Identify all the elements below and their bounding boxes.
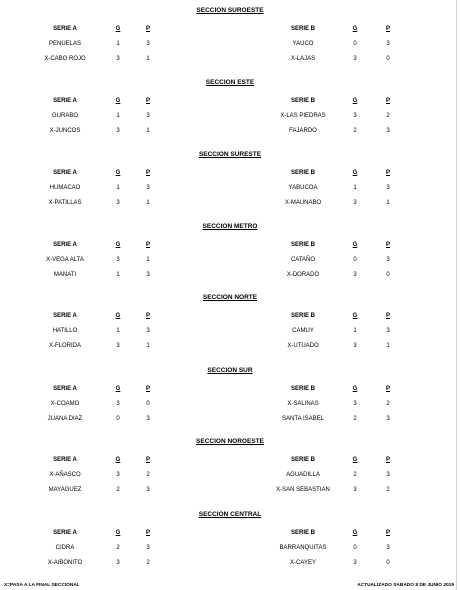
team-g-a: 1 bbox=[116, 113, 120, 119]
section-block bbox=[0, 150, 460, 220]
section-block bbox=[0, 222, 460, 292]
team-g-a: 1 bbox=[116, 328, 120, 334]
team-g-b: 2 bbox=[353, 416, 357, 422]
g-header-a: G bbox=[115, 170, 121, 176]
g-header-a: G bbox=[115, 313, 121, 319]
team-g-b: 3 bbox=[353, 560, 357, 566]
team-name-b: X-LAJAS bbox=[290, 56, 316, 62]
serie-a-header: SERIE A bbox=[53, 26, 77, 32]
team-name-b: YABUCOA bbox=[288, 185, 318, 191]
g-header-b: G bbox=[352, 386, 358, 392]
team-name-b: X-LAS PIEDRAS bbox=[280, 113, 326, 119]
team-g-b: 0 bbox=[353, 257, 357, 263]
team-name-b: CAMUY bbox=[292, 328, 314, 334]
serie-a-header: SERIE A bbox=[53, 170, 77, 176]
team-g-a: 3 bbox=[116, 401, 120, 407]
team-p-b: 3 bbox=[386, 416, 390, 422]
section-block bbox=[0, 437, 460, 507]
serie-b-header: SERIE B bbox=[290, 26, 315, 32]
team-p-a: 3 bbox=[146, 416, 150, 422]
serie-a-header: SERIE A bbox=[53, 530, 77, 536]
p-header-a: P bbox=[145, 457, 150, 463]
g-header-b: G bbox=[352, 530, 358, 536]
section-block bbox=[0, 6, 460, 76]
p-header-b: P bbox=[385, 170, 390, 176]
serie-b-header: SERIE B bbox=[290, 457, 315, 463]
team-g-b: 3 bbox=[353, 56, 357, 62]
team-p-a: 3 bbox=[146, 272, 150, 278]
serie-a-header: SERIE A bbox=[53, 98, 77, 104]
p-header-a: P bbox=[145, 313, 150, 319]
g-header-a: G bbox=[115, 386, 121, 392]
team-g-a: 1 bbox=[116, 185, 120, 191]
team-g-a: 0 bbox=[116, 416, 120, 422]
p-header-a: P bbox=[145, 530, 150, 536]
footer-legend: X=PASA A LA FINAL SECCIONAL bbox=[4, 583, 80, 588]
team-g-b: 0 bbox=[353, 41, 357, 47]
p-header-b: P bbox=[385, 386, 390, 392]
team-g-b: 3 bbox=[353, 343, 357, 349]
p-header-b: P bbox=[385, 457, 390, 463]
team-name-a: X-FLORIDA bbox=[48, 343, 81, 349]
team-name-a: CIDRA bbox=[55, 545, 75, 551]
team-name-b: X-UTUADO bbox=[287, 343, 319, 349]
team-p-a: 3 bbox=[146, 113, 150, 119]
section-block bbox=[0, 366, 460, 436]
team-name-a: PENUELAS bbox=[48, 41, 81, 47]
p-header-b: P bbox=[385, 242, 390, 248]
serie-b-header: SERIE B bbox=[290, 530, 315, 536]
team-name-a: X-JUNCOS bbox=[49, 128, 81, 134]
team-g-b: 1 bbox=[353, 328, 357, 334]
team-g-b: 2 bbox=[353, 472, 357, 478]
serie-a-header: SERIE A bbox=[53, 313, 77, 319]
team-name-a: MAYAGUEZ bbox=[48, 487, 82, 493]
team-name-b: X-SALINAS bbox=[287, 401, 319, 407]
section-title: SECCION NOROESTE bbox=[196, 438, 264, 445]
g-header-a: G bbox=[115, 242, 121, 248]
team-g-a: 3 bbox=[116, 56, 120, 62]
p-header-b: P bbox=[385, 98, 390, 104]
team-p-a: 2 bbox=[146, 560, 150, 566]
section-title: SECCION CENTRAL bbox=[198, 511, 262, 518]
g-header-a: G bbox=[115, 98, 121, 104]
serie-a-header: SERIE A bbox=[53, 386, 77, 392]
team-p-b: 2 bbox=[386, 487, 390, 493]
team-name-b: X-DORADO bbox=[286, 272, 320, 278]
team-p-a: 3 bbox=[146, 185, 150, 191]
team-g-b: 2 bbox=[353, 128, 357, 134]
team-name-b: AGUADILLA bbox=[286, 472, 320, 478]
team-name-b: X-SAN SEBASTIAN bbox=[276, 487, 330, 493]
team-g-a: 3 bbox=[116, 128, 120, 134]
team-name-a: GURABO bbox=[51, 113, 78, 119]
section-block bbox=[0, 510, 460, 580]
section-block bbox=[0, 293, 460, 363]
p-header-a: P bbox=[145, 26, 150, 32]
serie-b-header: SERIE B bbox=[290, 386, 315, 392]
serie-b-header: SERIE B bbox=[290, 170, 315, 176]
team-name-a: X-COAMO bbox=[50, 401, 80, 407]
team-p-a: 1 bbox=[146, 200, 150, 206]
team-name-a: X-VEGA ALTA bbox=[46, 257, 84, 263]
team-name-b: BARRANQUITAS bbox=[279, 545, 327, 551]
team-g-b: 0 bbox=[353, 545, 357, 551]
team-name-a: X-AÑASCO bbox=[49, 472, 81, 478]
p-header-a: P bbox=[145, 170, 150, 176]
team-name-a: X-PATILLAS bbox=[48, 200, 82, 206]
team-g-b: 3 bbox=[353, 272, 357, 278]
g-header-b: G bbox=[352, 457, 358, 463]
serie-b-header: SERIE B bbox=[290, 98, 315, 104]
team-g-a: 2 bbox=[116, 545, 120, 551]
team-name-a: JUANA DIAZ bbox=[47, 416, 83, 422]
team-p-a: 1 bbox=[146, 257, 150, 263]
serie-a-header: SERIE A bbox=[53, 457, 77, 463]
team-g-a: 1 bbox=[116, 272, 120, 278]
team-g-a: 3 bbox=[116, 343, 120, 349]
team-name-b: FAJARDO bbox=[289, 128, 317, 134]
p-header-a: P bbox=[145, 242, 150, 248]
team-p-b: 3 bbox=[386, 257, 390, 263]
section-title: SECCION SUR bbox=[207, 367, 253, 374]
team-p-a: 1 bbox=[146, 343, 150, 349]
team-p-a: 0 bbox=[146, 401, 150, 407]
g-header-a: G bbox=[115, 530, 121, 536]
team-g-a: 3 bbox=[116, 200, 120, 206]
team-p-a: 3 bbox=[146, 41, 150, 47]
team-p-b: 2 bbox=[386, 401, 390, 407]
section-title: SECCION ESTE bbox=[205, 79, 255, 86]
team-g-a: 2 bbox=[116, 487, 120, 493]
team-g-b: 1 bbox=[353, 185, 357, 191]
team-p-a: 3 bbox=[146, 487, 150, 493]
team-g-b: 3 bbox=[353, 487, 357, 493]
team-p-b: 3 bbox=[386, 328, 390, 334]
p-header-a: P bbox=[145, 98, 150, 104]
g-header-b: G bbox=[352, 170, 358, 176]
team-p-b: 3 bbox=[386, 128, 390, 134]
team-g-a: 1 bbox=[116, 41, 120, 47]
serie-a-header: SERIE A bbox=[53, 242, 77, 248]
team-name-b: SANTA ISABEL bbox=[282, 416, 324, 422]
team-name-b: X-MAUNABO bbox=[284, 200, 322, 206]
team-p-b: 2 bbox=[386, 113, 390, 119]
team-name-a: X-CABO ROJO bbox=[44, 56, 86, 62]
team-g-a: 3 bbox=[116, 257, 120, 263]
g-header-a: G bbox=[115, 26, 121, 32]
p-header-a: P bbox=[145, 386, 150, 392]
team-g-b: 3 bbox=[353, 401, 357, 407]
p-header-b: P bbox=[385, 313, 390, 319]
g-header-b: G bbox=[352, 26, 358, 32]
team-p-b: 0 bbox=[386, 560, 390, 566]
g-header-b: G bbox=[352, 98, 358, 104]
team-name-a: X-AIBONITO bbox=[47, 560, 83, 566]
section-title: SECCION NORTE bbox=[202, 294, 258, 301]
team-name-a: MANATI bbox=[53, 272, 77, 278]
team-p-a: 2 bbox=[146, 472, 150, 478]
g-header-b: G bbox=[352, 313, 358, 319]
team-name-a: HUMACAO bbox=[49, 185, 81, 191]
team-p-b: 0 bbox=[386, 272, 390, 278]
section-title: SECCION SURESTE bbox=[198, 151, 262, 158]
team-name-b: CATAÑO bbox=[290, 257, 316, 263]
serie-b-header: SERIE B bbox=[290, 242, 315, 248]
team-p-b: 1 bbox=[386, 343, 390, 349]
team-p-b: 3 bbox=[386, 185, 390, 191]
section-title: SECCION METRO bbox=[202, 223, 258, 230]
p-header-b: P bbox=[385, 530, 390, 536]
serie-b-header: SERIE B bbox=[290, 313, 315, 319]
section-title: SECCION SUROESTE bbox=[196, 7, 264, 14]
team-g-a: 3 bbox=[116, 560, 120, 566]
p-header-b: P bbox=[385, 26, 390, 32]
team-p-a: 1 bbox=[146, 128, 150, 134]
team-name-a: HATILLO bbox=[52, 328, 78, 334]
g-header-a: G bbox=[115, 457, 121, 463]
team-p-a: 1 bbox=[146, 56, 150, 62]
team-name-b: X-CAYEY bbox=[290, 560, 316, 566]
team-name-b: YAUCO bbox=[292, 41, 314, 47]
team-g-b: 3 bbox=[353, 113, 357, 119]
team-g-a: 3 bbox=[116, 472, 120, 478]
footer-updated: ACTUALIZADO SABADO 8 DE JUNIO 2019 bbox=[357, 583, 454, 588]
team-p-b: 3 bbox=[386, 545, 390, 551]
team-g-b: 3 bbox=[353, 200, 357, 206]
g-header-b: G bbox=[352, 242, 358, 248]
section-block bbox=[0, 78, 460, 148]
team-p-a: 3 bbox=[146, 328, 150, 334]
team-p-a: 3 bbox=[146, 545, 150, 551]
team-p-b: 3 bbox=[386, 41, 390, 47]
team-p-b: 3 bbox=[386, 472, 390, 478]
team-p-b: 0 bbox=[386, 56, 390, 62]
team-p-b: 1 bbox=[386, 200, 390, 206]
